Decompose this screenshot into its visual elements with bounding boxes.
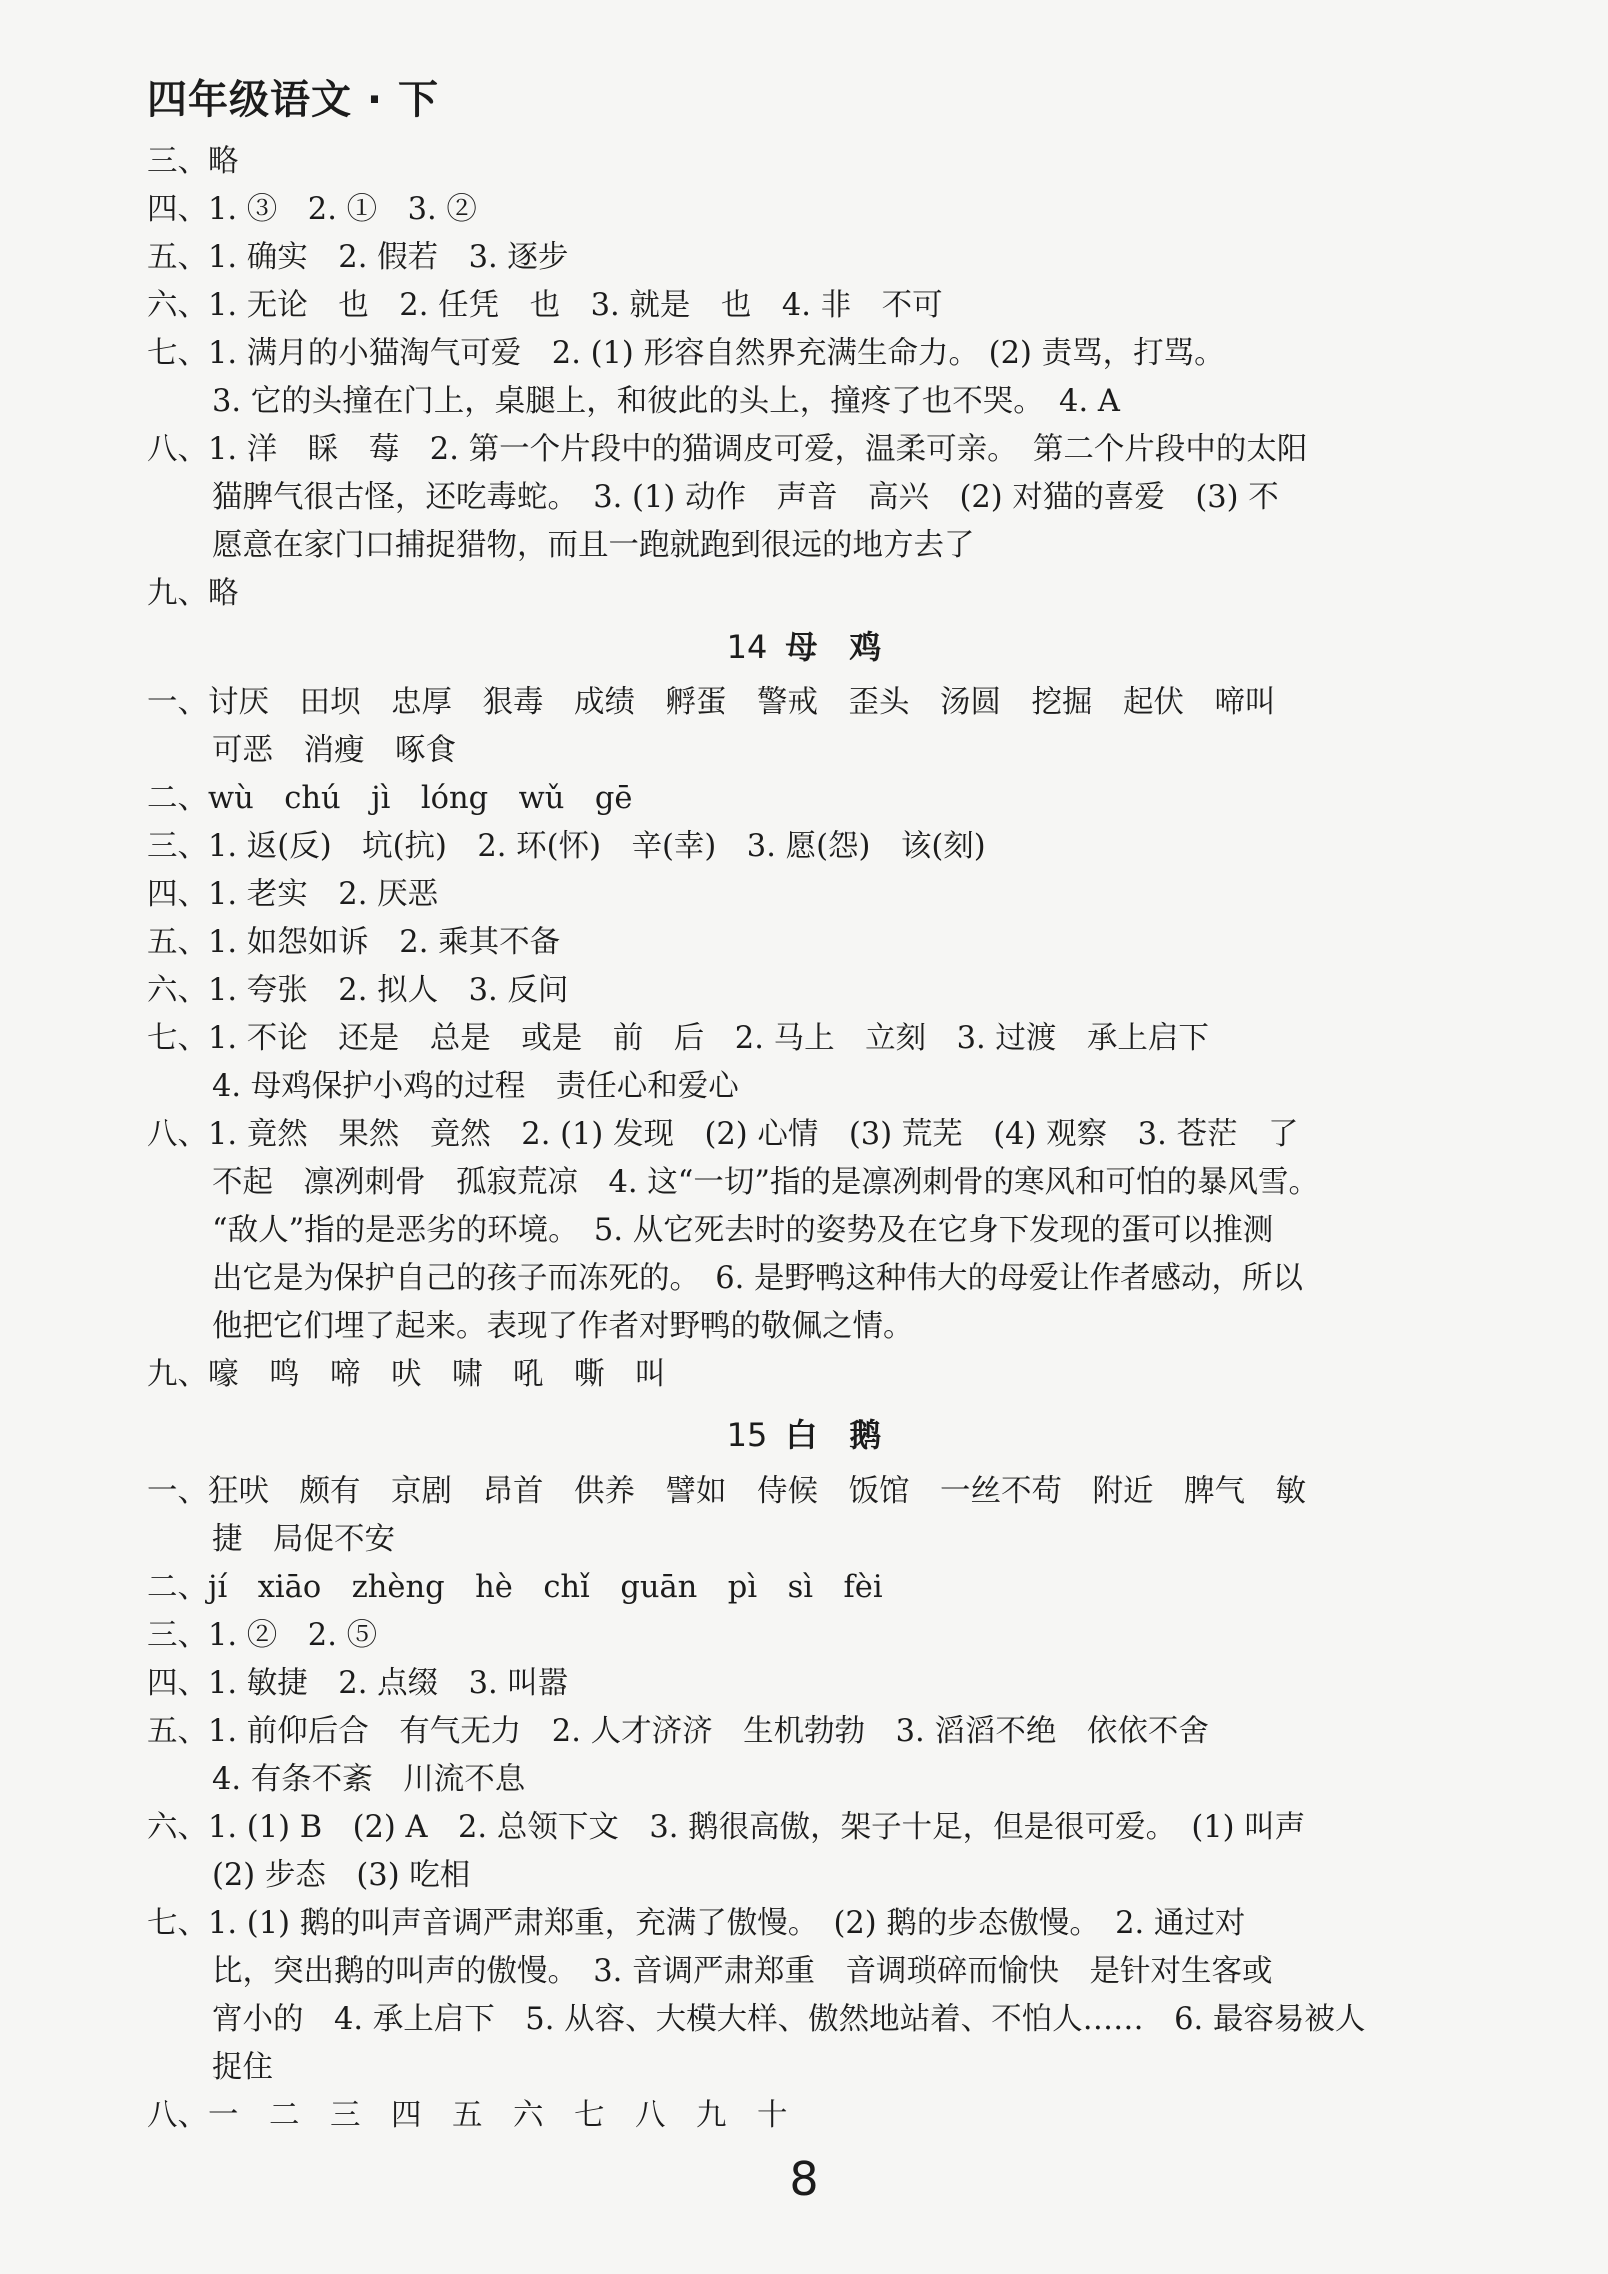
- answer-line: 捉住: [212, 2050, 273, 2085]
- answer-line: 四、1. 敏捷 2. 点缀 3. 叫嚣: [147, 1666, 569, 1701]
- lesson-title-15: [0, 1410, 1608, 1460]
- lesson-title-14: [0, 622, 1608, 672]
- answer-line: 七、1. (1) 鹅的叫声音调严肃郑重，充满了傲慢。 (2) 鹅的步态傲慢。 2. 通过对: [147, 1906, 1246, 1941]
- answer-line: 不起 凛冽刺骨 孤寂荒凉 4. 这“一切”指的是凛冽刺骨的寒风和可怕的暴风雪。: [212, 1165, 1319, 1200]
- answer-line: 六、1. (1) B (2) A 2. 总领下文 3. 鹅很高傲，架子十足，但是很可爱。 (1) 叫声: [147, 1810, 1306, 1845]
- answer-line: 五、1. 前仰后合 有气无力 2. 人才济济 生机勃勃 3. 滔滔不绝 依依不舍: [147, 1714, 1209, 1749]
- answer-line: 三、1. ② 2. ⑤: [147, 1618, 378, 1653]
- answer-line: (2) 步态 (3) 吃相: [212, 1858, 471, 1893]
- answer-line: 一、狂吠 颇有 京剧 昂首 供养 譬如 侍候 饭馆 一丝不苟 附近 脾气 敏: [147, 1474, 1306, 1509]
- answer-line: 出它是为保护自己的孩子而冻死的。 6. 是野鸭这种伟大的母爱让作者感动，所以: [212, 1261, 1304, 1296]
- answer-line: 宵小的 4. 承上启下 5. 从容、大模大样、傲然地站着、不怕人…… 6. 最容易被人: [212, 2002, 1366, 2037]
- page-header: 四年级语文 · 下: [147, 77, 440, 123]
- answer-line: 可恶 消瘦 啄食: [212, 733, 456, 768]
- answer-line: 二、wù chú jì lóng wǔ gē: [147, 781, 633, 816]
- answer-line: 五、1. 如怨如诉 2. 乘其不备: [147, 925, 561, 960]
- answer-line: 八、1. 竟然 果然 竟然 2. (1) 发现 (2) 心情 (3) 荒芜 (4) 观察 3. 苍茫 了: [147, 1117, 1299, 1152]
- lesson-number: 15: [726, 1416, 768, 1454]
- answer-line: 三、略: [147, 144, 239, 179]
- answer-line: 七、1. 不论 还是 总是 或是 前 后 2. 马上 立刻 3. 过渡 承上启下: [147, 1021, 1209, 1056]
- page-number: 8: [789, 2152, 819, 2206]
- answer-line: 八、1. 洋 睬 莓 2. 第一个片段中的猫调皮可爱，温柔可亲。 第二个片段中的太阳: [147, 432, 1308, 467]
- answer-line: 七、1. 满月的小猫淘气可爱 2. (1) 形容自然界充满生命力。 (2) 责骂，打骂。: [147, 336, 1225, 371]
- answer-line: 六、1. 夸张 2. 拟人 3. 反问: [147, 973, 569, 1008]
- answer-line: 三、1. 返(反) 坑(抗) 2. 环(怀) 辛(幸) 3. 愿(怨) 该(刻): [147, 829, 986, 864]
- answer-line: 四、1. 老实 2. 厌恶: [147, 877, 439, 912]
- answer-line: 4. 有条不紊 川流不息: [212, 1762, 526, 1797]
- lesson-number: 14: [726, 628, 768, 666]
- answer-line: 3. 它的头撞在门上，桌腿上，和彼此的头上，撞疼了也不哭。 4. A: [212, 384, 1120, 419]
- answer-line: 愿意在家门口捕捉猎物，而且一跑就跑到很远的地方去了: [212, 528, 975, 563]
- answer-line: 四、1. ③ 2. ① 3. ②: [147, 192, 477, 227]
- answer-line: 猫脾气很古怪，还吃毒蛇。 3. (1) 动作 声音 高兴 (2) 对猫的喜爱 (3) 不: [212, 480, 1279, 515]
- answer-line: 六、1. 无论 也 2. 任凭 也 3. 就是 也 4. 非 不可: [147, 288, 943, 323]
- answer-line: 九、略: [147, 576, 239, 611]
- answer-line: 捷 局促不安: [212, 1522, 395, 1557]
- answer-line: 九、嚎 鸣 啼 吠 啸 吼 嘶 叫: [147, 1357, 666, 1392]
- answer-line: “敌人”指的是恶劣的环境。 5. 从它死去时的姿势及在它身下发现的蛋可以推测: [212, 1213, 1274, 1248]
- answer-line: 五、1. 确实 2. 假若 3. 逐步: [147, 240, 569, 275]
- answer-line: 二、jí xiāo zhèng hè chǐ guān pì sì fèi: [147, 1570, 883, 1605]
- lesson-name: 母 鸡: [785, 628, 882, 666]
- answer-line: 比，突出鹅的叫声的傲慢。 3. 音调严肃郑重 音调琐碎而愉快 是针对生客或: [212, 1954, 1273, 1989]
- lesson-name: 白 鹅: [785, 1416, 882, 1454]
- answer-line: 八、一 二 三 四 五 六 七 八 九 十: [147, 2098, 788, 2133]
- answer-line: 一、讨厌 田坝 忠厚 狠毒 成绩 孵蛋 警戒 歪头 汤圆 挖掘 起伏 啼叫: [147, 685, 1276, 720]
- answer-line: 4. 母鸡保护小鸡的过程 责任心和爱心: [212, 1069, 739, 1104]
- answer-line: 他把它们埋了起来。表现了作者对野鸭的敬佩之情。: [212, 1309, 914, 1344]
